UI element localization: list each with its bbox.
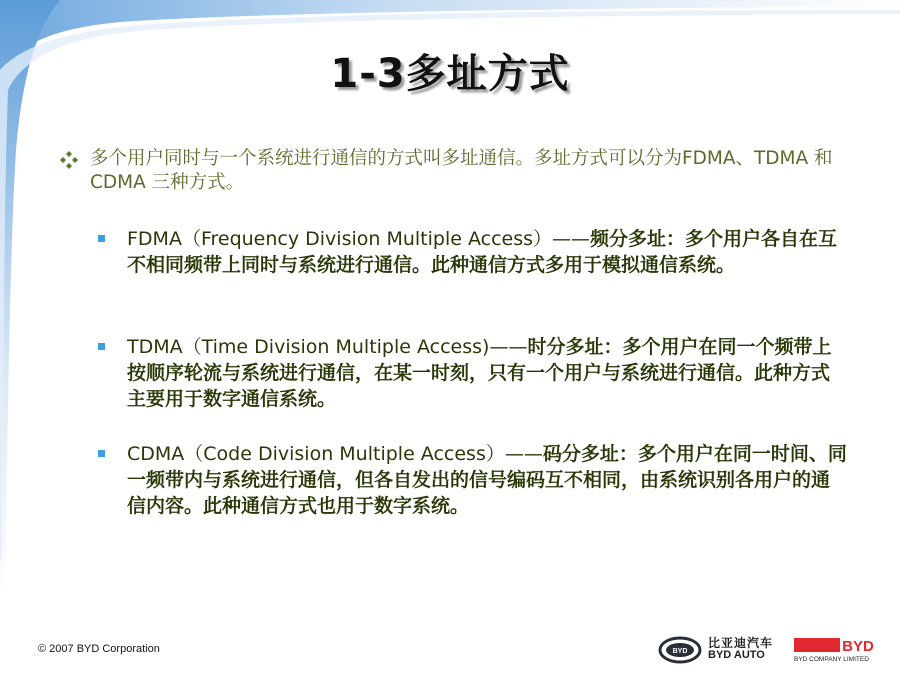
byd-auto-emblem-icon bbox=[658, 636, 702, 664]
tdma-en: TDMA（Time Division Multiple Access)—— bbox=[127, 336, 528, 358]
fdma-item bbox=[98, 226, 848, 278]
cdma-item bbox=[98, 441, 848, 519]
tdma-item bbox=[98, 334, 848, 412]
byd-company-logo-icon bbox=[794, 636, 876, 654]
square-bullet-icon bbox=[98, 450, 105, 457]
cdma-zh: 码分多址：多个用户在同一时间、同一频带内与系统进行通信，但各自发出的信号编码互不相同，由系统识别各用户的通信内容。此种通信方式也用于数字系统。 bbox=[127, 443, 847, 517]
tdma-zh: 时分多址：多个用户在同一个频带上按顺序轮流与系统进行通信，在某一时刻，只有一个用户与系统进行通信。此种方式主要用于数字通信系统。 bbox=[127, 336, 832, 410]
byd-red-text: BYD bbox=[842, 638, 874, 654]
intro-bullet bbox=[58, 147, 838, 195]
byd-auto-cn: 比亚迪汽车 bbox=[708, 636, 774, 650]
cdma-text bbox=[127, 441, 848, 519]
diamond-bullet-icon bbox=[58, 149, 80, 171]
fdma-text bbox=[127, 226, 848, 278]
fdma-en: FDMA（Frequency Division Multiple Access）—— bbox=[127, 228, 591, 250]
square-bullet-icon bbox=[98, 343, 105, 350]
fdma-zh: 频分多址：多个用户各自在互不相同频带上同时与系统进行通信。此种通信方式多用于模拟通信系统。 bbox=[127, 228, 838, 276]
cdma-en: CDMA（Code Division Multiple Access）—— bbox=[127, 443, 543, 465]
emblem-text: BYD bbox=[672, 648, 688, 655]
byd-company-text: BYD COMPANY LIMITED bbox=[794, 656, 869, 663]
copyright-footer: © 2007 BYD Corporation bbox=[38, 643, 160, 655]
square-bullet-icon bbox=[98, 235, 105, 242]
logo-area bbox=[656, 632, 886, 670]
byd-auto-en: BYD AUTO bbox=[708, 649, 765, 661]
tdma-text bbox=[127, 334, 848, 412]
slide-title: 1-3多址方式 bbox=[330, 51, 570, 97]
intro-text: 多个用户同时与一个系统进行通信的方式叫多址通信。多址方式可以分为FDMA、TDMA 和CDMA 三种方式。 bbox=[90, 148, 833, 193]
